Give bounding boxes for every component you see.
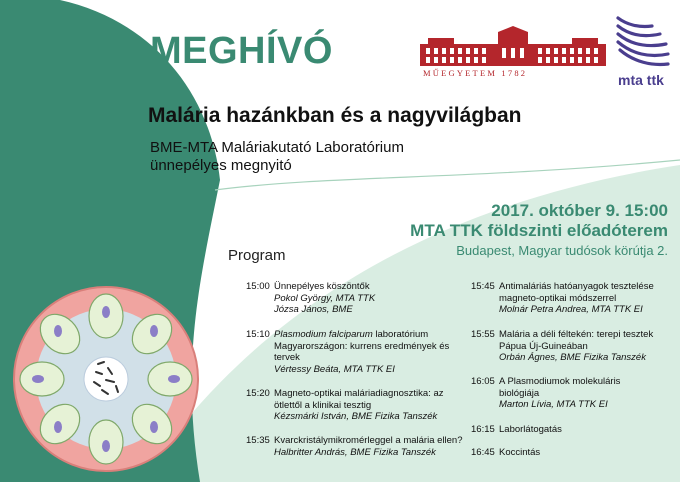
program-item (246, 329, 459, 375)
program-talk-title: Magneto-optikai maláriadiagnosztika: az ötlettől a klinikai tesztig (274, 388, 444, 411)
invitation-heading: MEGHÍVÓ (150, 30, 333, 72)
program-time: 15:35 (246, 435, 270, 446)
talk-title-italic: Plasmodium falciparum (274, 329, 373, 340)
program-item (471, 447, 540, 459)
program-time: 15:45 (471, 281, 495, 292)
program-item (471, 329, 677, 364)
event-date: 2017. október 9. 15:00 (491, 201, 668, 220)
program-talk-title: Antimaláriás hatóanyagok tesztelése magneto-optikai módszerrel (499, 281, 654, 304)
program-item (471, 281, 677, 316)
program-item (246, 281, 459, 316)
program-time: 16:05 (471, 376, 495, 387)
mta-logo-text: mta ttk (618, 72, 664, 88)
bme-building-logo (418, 26, 608, 68)
subtitle-line-2: ünnepélyes megnyitó (150, 157, 292, 174)
program-item (246, 388, 464, 423)
program-talk-title: Malária a déli féltekén: terepi tesztek Pápua Új-Guineában (499, 329, 654, 352)
program-speaker: Orbán Ágnes, BME Fizika Tanszék (499, 352, 646, 363)
program-time: 16:45 (471, 447, 495, 458)
program-talk-title: Kvarckristálymikromérleggel a malária ellen? (274, 435, 463, 446)
program-talk-title: A Plasmodiumok molekuláris biológiája (499, 376, 621, 399)
event-subtitle (150, 139, 404, 175)
program-time: 15:55 (471, 329, 495, 340)
event-title: Malária hazánkban és a nagyvilágban (148, 104, 522, 127)
program-talk-title: Ünnepélyes köszöntők (274, 281, 370, 292)
program-time: 16:15 (471, 424, 495, 435)
program-time: 15:10 (246, 329, 270, 340)
subtitle-line-1: BME-MTA Maláriakutató Laboratórium (150, 139, 404, 156)
program-item (246, 435, 464, 458)
program-speaker: Halbritter András, BME Fizika Tanszék (274, 446, 436, 458)
program-talk-title (274, 329, 459, 364)
program-speaker: Józsa János, BME (274, 304, 353, 315)
program-speaker: Vértessy Beáta, MTA TTK EI (274, 363, 395, 375)
malaria-cell-illustration (8, 284, 204, 474)
program-talk-title: Koccintás (499, 447, 541, 458)
program-speaker: Pokol György, MTA TTK (274, 292, 376, 304)
program-talk-title: Laborlátogatás (499, 424, 562, 435)
program-time: 15:00 (246, 281, 270, 292)
program-speaker: Marton Lívia, MTA TTK EI (499, 399, 608, 410)
program-heading: Program (228, 247, 286, 264)
program-item (471, 376, 649, 411)
program-time: 15:20 (246, 388, 270, 399)
program-item (471, 424, 562, 436)
event-address: Budapest, Magyar tudósok körútja 2. (456, 243, 668, 258)
program-speaker: Kézsmárki István, BME Fizika Tanszék (274, 411, 438, 422)
event-venue: MTA TTK földszinti előadóterem (410, 221, 668, 240)
bme-logo-text: MŰEGYETEM 1782 (423, 68, 528, 78)
program-speaker: Molnár Petra Andrea, MTA TTK EI (499, 304, 643, 315)
mta-ttk-logo (612, 14, 672, 72)
talk-title-rest: laboratórium Magyarországon: kurrens eredmények és tervek (274, 329, 450, 363)
